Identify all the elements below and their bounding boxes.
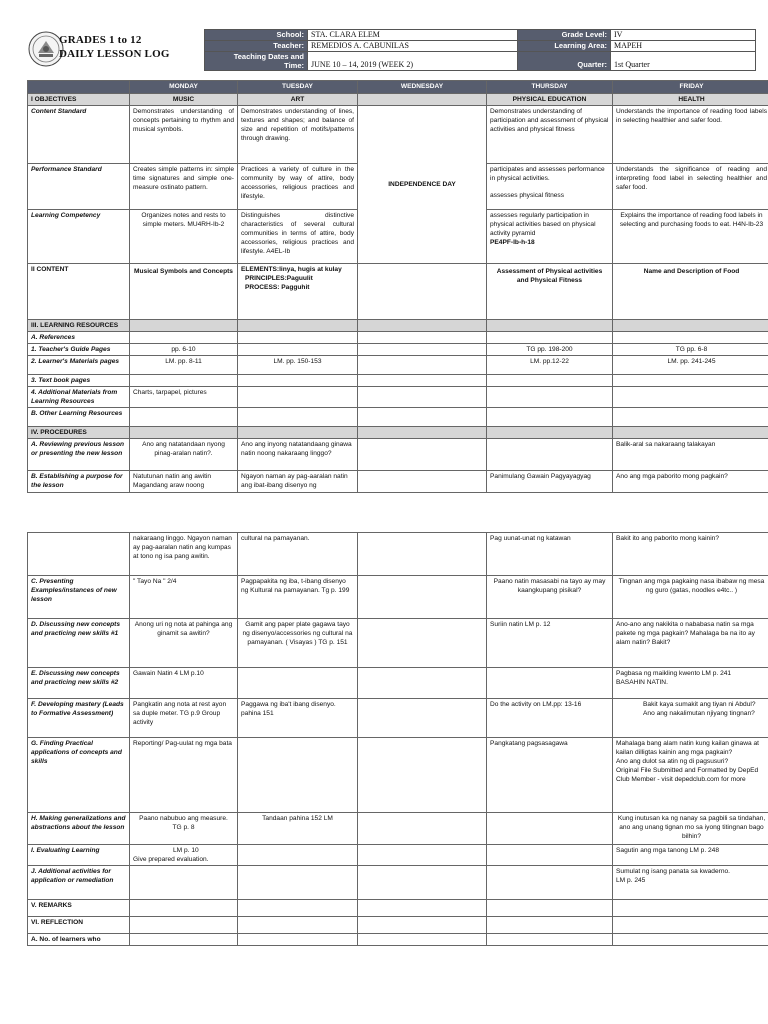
evaluating-health: Sagutin ang mga tanong LM p. 248 [613, 845, 768, 866]
review-art: Ano ang inyong natatandaang ginawa natin noong nakaraang linggo? [238, 439, 358, 471]
procedures-row [28, 427, 768, 439]
presenting-health: Tingnan ang mga pagkaing nasa ibabaw ng mesa ng guro (gatas, noodles e4tc.. ) [613, 576, 768, 619]
content-standard-label: Content Standard [28, 106, 130, 164]
discussing2-music: Gawain Natin 4 LM p.10 [130, 668, 238, 699]
performance-standard-pe: participates and assesses performance in physical activities. assesses physical fitness [487, 164, 613, 210]
presenting-pe: Paano natin masasabi na tayo ay may kaangkupang pisikal? [487, 576, 613, 619]
generalizations-label: H. Making generalizations and abstractions about the lesson [28, 813, 130, 845]
teacher-label: Teacher: [205, 41, 308, 52]
subject-pe: PHYSICAL EDUCATION [487, 94, 613, 106]
purpose-pe-continued: Pag uunat-unat ng katawan [487, 533, 613, 576]
reflection-label: VI. REFLECTION [28, 917, 130, 934]
references-label: A. References [28, 332, 130, 344]
mastery-health: Bakit kaya sumakit ang tiyan ni Abdul? Ano ang nakalimutan njiyang tingnan? [613, 699, 768, 738]
performance-standard-art: Practices a variety of culture in the community by way of attire, body accessories, religious practices and lifestyle. [238, 164, 358, 210]
content-wednesday [358, 264, 487, 320]
presenting-music: " Tayo Na " 2/4 [130, 576, 238, 619]
school-label: School: [205, 30, 308, 41]
lm-label: 2. Learner's Materials pages [28, 356, 130, 375]
day-thursday: THURSDAY [487, 81, 613, 94]
lesson-log-header [27, 28, 768, 70]
wednesday-note: INDEPENDENCE DAY [358, 106, 487, 264]
remarks-row [28, 900, 768, 917]
lm-health: LM. pp. 241-245 [613, 356, 768, 375]
evaluating-row [28, 845, 768, 866]
content-standard-art: Demonstrates understanding of lines, textures and shapes; and balance of size and repetition of motifs/patterns through drawing. [238, 106, 358, 164]
content-standard-health: Understands the importance of reading food labels in selecting healthier and safer food. [613, 106, 768, 164]
mastery-art: Paggawa ng iba't ibang disenyo. pahina 151 [238, 699, 358, 738]
additional-materials-label: 4. Additional Materials from Learning Resources [28, 387, 130, 408]
content-standard-music: Demonstrates understanding of concepts pertaining to rhythm and musical symbols. [130, 106, 238, 164]
tg-art [238, 344, 358, 356]
practical-row [28, 738, 768, 813]
tg-health: TG pp. 6-8 [613, 344, 768, 356]
practical-music: Reporting/ Pag-uulat ng mga bata [130, 738, 238, 813]
subject-art: ART [238, 94, 358, 106]
presenting-row [28, 576, 768, 619]
evaluating-music: LM p. 10 Give prepared evaluation. [130, 845, 238, 866]
lm-art: LM. pp. 150-153 [238, 356, 358, 375]
content-standard-pe: Demonstrates understanding of participation and assessment of physical activities and physical fitness [487, 106, 613, 164]
reflection-row [28, 917, 768, 934]
evaluating-label: I. Evaluating Learning [28, 845, 130, 866]
discussing1-label: D. Discussing new concepts and practicing new skills #1 [28, 619, 130, 668]
content-music: Musical Symbols and Concepts [130, 264, 238, 320]
other-resources-row [28, 408, 768, 427]
mastery-row [28, 699, 768, 738]
title-line-1: GRADES 1 to 12 [59, 34, 142, 46]
learning-resources-row [28, 320, 768, 332]
discussing2-row [28, 668, 768, 699]
review-label: A. Reviewing previous lesson or presenting the new lesson [28, 439, 130, 471]
purpose-music: Natutunan natin ang awitin Magandang araw noong [130, 471, 238, 493]
other-resources-label: B. Other Learning Resources [28, 408, 130, 427]
learning-area-value: MAPEH [611, 41, 756, 52]
procedures-label: IV. PROCEDURES [28, 427, 130, 439]
title-line-2: DAILY LESSON LOG [59, 48, 170, 60]
content-art: ELEMENTS:linya, hugis at kulay PRINCIPLES:Paguulit PROCESS: Pagguhit [238, 264, 358, 320]
discussing1-pe: Suriin natin LM p. 12 [487, 619, 613, 668]
document-title [59, 33, 170, 61]
discussing1-music: Anong uri ng nota at pahinga ang ginamit sa awitin? [130, 619, 238, 668]
tg-row [28, 344, 768, 356]
header-info-table [204, 29, 756, 71]
purpose-health-continued: Bakit ito ang paborito mong kainin? [613, 533, 768, 576]
learning-resources-label: III. LEARNING RESOURCES [28, 320, 130, 332]
content-standard-row [28, 106, 768, 164]
generalizations-health: Kung inutusan ka ng nanay sa pagbili sa tindahan, ano ang unang tignan mo sa iyong titingnan bago bilhin? [613, 813, 768, 845]
learners-row [28, 934, 768, 946]
day-tuesday: TUESDAY [238, 81, 358, 94]
lesson-log-table-part1 [27, 80, 768, 493]
content-label: II CONTENT [28, 264, 130, 320]
performance-standard-music: Creates simple patterns in: simple time signatures and simple one-measure ostinato pattern. [130, 164, 238, 210]
dates-label: Teaching Dates and Time: [205, 52, 308, 71]
dates-value: JUNE 10 – 14, 2019 (WEEK 2) [308, 52, 518, 71]
additional-activities-row [28, 866, 768, 900]
learning-competency-pe: assesses regularly participation in physical activities based on physical activity pyramid PE4PF-Ib-h-18 [487, 210, 613, 264]
review-row [28, 439, 768, 471]
lm-pe: LM. pp.12-22 [487, 356, 613, 375]
additional-materials-row [28, 387, 768, 408]
grade-level-value: IV [611, 30, 756, 41]
discussing1-row [28, 619, 768, 668]
purpose-label: B. Establishing a purpose for the lesson [28, 471, 130, 493]
subject-music: MUSIC [130, 94, 238, 106]
textbook-label: 3. Text book pages [28, 375, 130, 387]
review-music: Ano ang natatandaan nyong pinag-aralan natin?. [130, 439, 238, 471]
subject-wednesday [358, 94, 487, 106]
day-friday: FRIDAY [613, 81, 768, 94]
content-row [28, 264, 768, 320]
purpose-music-continued: nakaraang linggo. Ngayon naman ay pag-aaralan natin ang kumpas at tono ng isa pang awitin. [130, 533, 238, 576]
tg-pe: TG pp. 198-200 [487, 344, 613, 356]
tg-label: 1. Teacher's Guide Pages [28, 344, 130, 356]
textbook-row [28, 375, 768, 387]
learning-competency-label: Learning Competency [28, 210, 130, 264]
practical-pe: Pangkatang pagsasagawa [487, 738, 613, 813]
practical-label: G. Finding Practical applications of concepts and skills [28, 738, 130, 813]
content-health: Name and Description of Food [613, 264, 768, 320]
school-value: STA. CLARA ELEM [308, 30, 518, 41]
purpose-continued-row [28, 533, 768, 576]
discussing2-label: E. Discussing new concepts and practicing new skills #2 [28, 668, 130, 699]
purpose-health: Ano ang mga paborito mong pagkain? [613, 471, 768, 493]
discussing1-art: Gamit ang paper plate gagawa tayo ng disenyo/accessories ng cultural na pamayanan. ( Visayas ) TG p. 151 [238, 619, 358, 668]
additional-activities-label: J. Additional activities for application or remediation [28, 866, 130, 900]
teacher-value: REMEDIOS A. CABUNILAS [308, 41, 518, 52]
day-monday: MONDAY [130, 81, 238, 94]
corner-cell [28, 81, 130, 94]
quarter-value: 1st Quarter [611, 52, 756, 71]
generalizations-art: Tandaan pahina 152 LM [238, 813, 358, 845]
learners-label: A. No. of learners who [28, 934, 130, 946]
discussing1-health: Ano-ano ang nakikita o nababasa natin sa mga pakete ng mga pagkain? Mahalaga ba na ito ay alam natin? Bakit? [613, 619, 768, 668]
lesson-log-table-part2 [27, 532, 768, 946]
purpose-art-continued: cultural na pamayanan. [238, 533, 358, 576]
mastery-label: F. Developing mastery (Leads to Formative Assessment) [28, 699, 130, 738]
learning-area-label: Learning Area: [518, 41, 611, 52]
mastery-pe: Do the activity on LM.pp: 13-16 [487, 699, 613, 738]
remarks-label: V. REMARKS [28, 900, 130, 917]
lm-row [28, 356, 768, 375]
practical-health: Mahalaga bang alam natin kung kailan ginawa at kailan dilligtas kainin ang mga pagkain? Ano ang dulot sa atin ng di pagsusuri? Original File Submitted and Formatted by DepEd Club Member - visit depedclub.com for more [613, 738, 768, 813]
performance-standard-health: Understands the significance of reading and interpreting food label in selecting healthier and safer food. [613, 164, 768, 210]
learning-competency-art: Distinguishes distinctive characteristics of several cultural communities in terms of attire, body accessories, religious practices and lifestyle. A4EL-Ib [238, 210, 358, 264]
lm-music: LM. pp. 8-11 [130, 356, 238, 375]
performance-standard-label: Performance Standard [28, 164, 130, 210]
mastery-music: Pangkatin ang nota at rest ayon sa duple meter. TG p.9 Group activity [130, 699, 238, 738]
content-pe: Assessment of Physical activities and Physical Fitness [487, 264, 613, 320]
purpose-row [28, 471, 768, 493]
references-row [28, 332, 768, 344]
learning-competency-music: Organizes notes and rests to simple meters. MU4RH-Ib-2 [130, 210, 238, 264]
presenting-label: C. Presenting Examples/instances of new lesson [28, 576, 130, 619]
subject-row [28, 94, 768, 106]
presenting-art: Pagpapakita ng iba, t-ibang disenyo ng Kultural na pamayanan. Tg p. 199 [238, 576, 358, 619]
additional-materials-music: Charts, tarpapel, pictures [130, 387, 238, 408]
review-health: Balik-aral sa nakaraang talakayan [613, 439, 768, 471]
learning-competency-health: Explains the importance of reading food labels in selecting and purchasing foods to eat. H4N-Ib-23 [613, 210, 768, 264]
purpose-art: Ngayon naman ay pag-aaralan natin ang ibat-ibang disenyo ng [238, 471, 358, 493]
additional-activities-health: Sumulat ng isang panata sa kwaderno. LM p. 245 [613, 866, 768, 900]
tg-music: pp. 6-10 [130, 344, 238, 356]
objectives-label: I OBJECTIVES [28, 94, 130, 106]
discussing2-health: Pagbasa ng maikling kwento LM p. 241 BASAHIN NATIN. [613, 668, 768, 699]
generalizations-row [28, 813, 768, 845]
quarter-label: Quarter: [518, 52, 611, 71]
day-wednesday: WEDNESDAY [358, 81, 487, 94]
grade-level-label: Grade Level: [518, 30, 611, 41]
purpose-pe: Panimulang Gawain Pagyayagyag [487, 471, 613, 493]
subject-health: HEALTH [613, 94, 768, 106]
day-header-row [28, 81, 768, 94]
generalizations-music: Paano nabubuo ang measure. TG p. 8 [130, 813, 238, 845]
